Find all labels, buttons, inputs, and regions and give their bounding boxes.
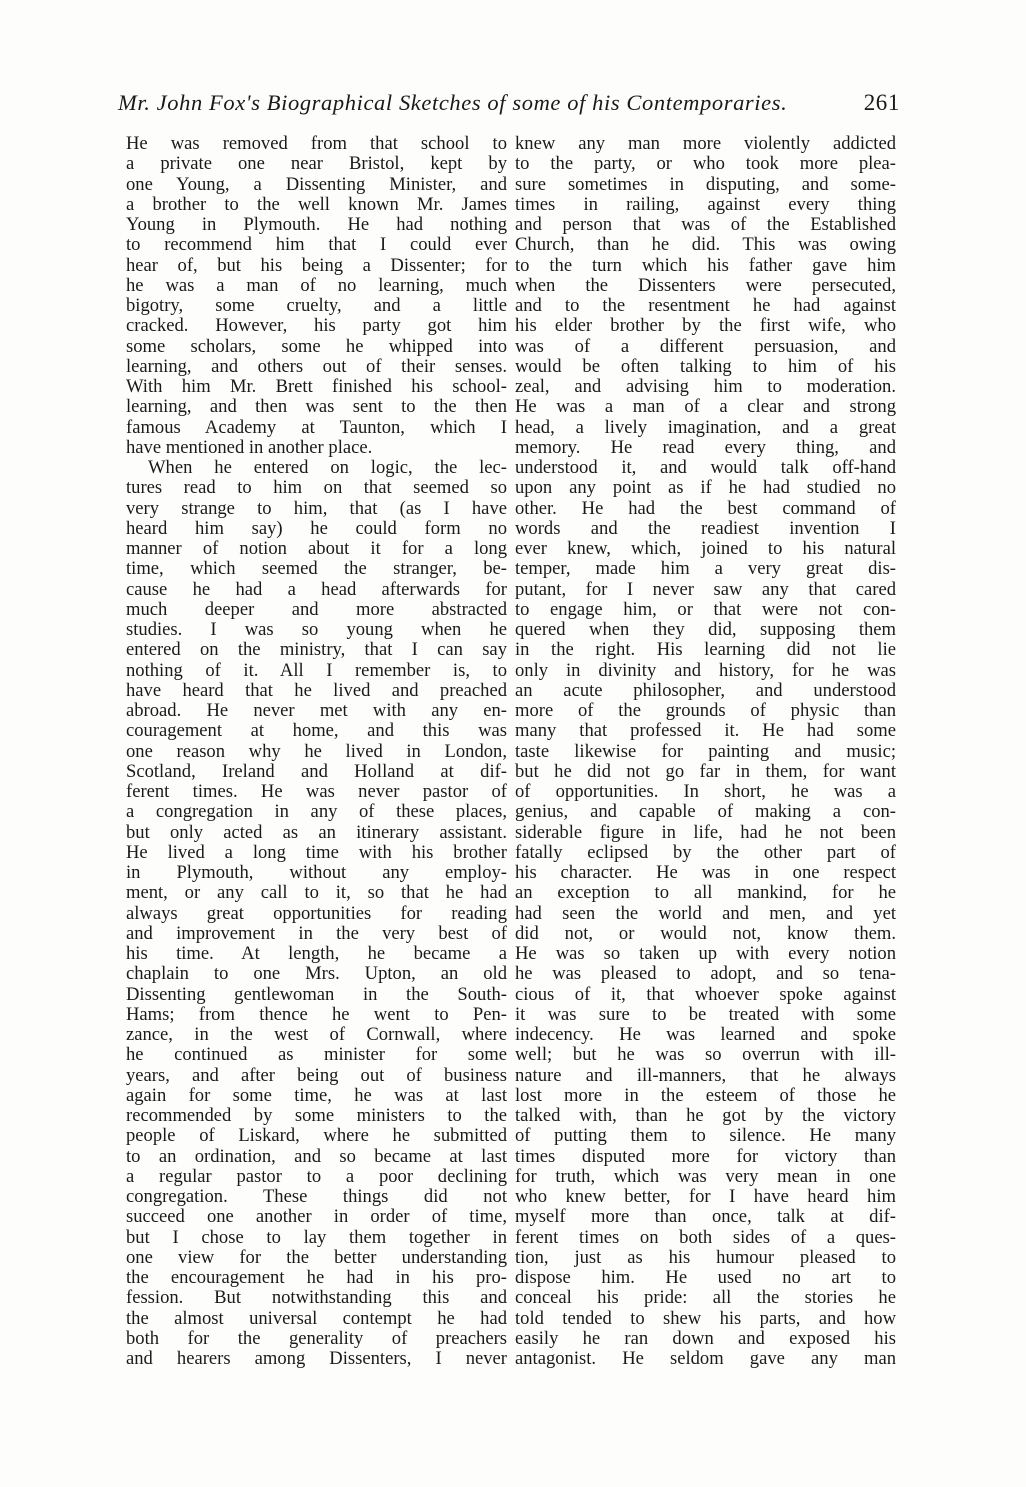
text-line: of opportunities. In short, he was a bbox=[515, 782, 896, 802]
text-line: zeal, and advising him to moderation. bbox=[515, 377, 896, 397]
text-line: learning, and then was sent to the then bbox=[126, 397, 507, 418]
text-line: myself more than once, talk at dif- bbox=[515, 1207, 896, 1228]
text-line: He was a man of a clear and strong bbox=[515, 397, 896, 418]
text-line: He was removed from that school to bbox=[126, 134, 507, 154]
text-line: cause he had a head afterwards for bbox=[126, 579, 507, 600]
text-line: who knew better, for I have heard him bbox=[515, 1187, 896, 1207]
text-line: always great opportunities for reading bbox=[126, 903, 507, 924]
text-line: tures read to him on that seemed so bbox=[126, 478, 507, 499]
text-line: couragement at home, and this was bbox=[126, 721, 507, 742]
text-line: times disputed more for victory than bbox=[515, 1146, 896, 1167]
text-line: well; but he was so overrun with ill- bbox=[515, 1045, 896, 1066]
text-line: quered when they did, supposing them bbox=[515, 620, 896, 640]
text-line: temper, made him a very great dis- bbox=[515, 559, 896, 580]
text-line: very strange to him, that (as I have bbox=[126, 498, 507, 519]
text-line: to recommend him that I could ever bbox=[126, 235, 507, 256]
text-line: tion, just as his humour pleased to bbox=[515, 1247, 896, 1268]
text-line: but he did not go far in them, for want bbox=[515, 761, 896, 782]
text-line: When he entered on logic, the lec- bbox=[148, 458, 507, 478]
text-line: one reason why he lived in London, bbox=[126, 741, 507, 762]
text-line: it was sure to be treated with some bbox=[515, 1004, 896, 1025]
text-line: to the turn which his father gave him bbox=[515, 255, 896, 276]
text-line: both for the generality of preachers bbox=[126, 1328, 507, 1349]
text-line: knew any man more violently addicted bbox=[515, 134, 896, 154]
text-line: head, a lively imagination, and a great bbox=[515, 417, 896, 438]
text-line: congregation. These things did not bbox=[126, 1187, 507, 1207]
text-line: memory. He read every thing, and bbox=[515, 437, 896, 458]
text-line: antagonist. He seldom gave any man bbox=[515, 1349, 896, 1369]
text-line: much deeper and more abstracted bbox=[126, 599, 507, 620]
text-line: and to the resentment he had against bbox=[515, 296, 896, 316]
text-line: years, and after being out of business bbox=[126, 1065, 507, 1086]
page-number: 261 bbox=[863, 90, 900, 115]
text-line: had seen the world and men, and yet bbox=[515, 903, 896, 924]
text-line: he continued as minister for some bbox=[126, 1045, 507, 1066]
text-line: understood it, and would talk off-hand bbox=[515, 458, 896, 478]
text-line: a congregation in any of these places, bbox=[126, 802, 507, 823]
text-line: ment, or any call to it, so that he had bbox=[126, 883, 507, 904]
text-line: ever knew, which, joined to his natural bbox=[515, 539, 896, 559]
text-line: siderable figure in life, had he not been bbox=[515, 822, 896, 843]
text-line: an acute philosopher, and understood bbox=[515, 680, 896, 701]
text-line: Dissenting gentlewoman in the South- bbox=[126, 984, 507, 1005]
text-line: again for some time, he was at last bbox=[126, 1085, 507, 1106]
text-line: heard him say) he could form no bbox=[126, 518, 507, 539]
running-head bbox=[118, 90, 900, 120]
text-line: recommended by some ministers to the bbox=[126, 1106, 507, 1126]
text-line: ferent times. He was never pastor of bbox=[126, 782, 507, 802]
text-line: only in divinity and history, for he was bbox=[515, 660, 896, 681]
text-line: a private one near Bristol, kept by bbox=[126, 154, 507, 175]
text-line: taste likewise for painting and music; bbox=[515, 741, 896, 762]
text-line: He was so taken up with every notion bbox=[515, 944, 896, 964]
text-line: a regular pastor to a poor declining bbox=[126, 1166, 507, 1187]
text-line: his elder brother by the first wife, who bbox=[515, 316, 896, 337]
text-line: and person that was of the Established bbox=[515, 215, 896, 235]
text-line: times in railing, against every thing bbox=[515, 194, 896, 215]
text-line: succeed one another in order of time, bbox=[126, 1207, 507, 1228]
text-line: in the right. His learning did not lie bbox=[515, 640, 896, 661]
text-line: an exception to all mankind, for he bbox=[515, 883, 896, 904]
text-line: for truth, which was very mean in one bbox=[515, 1166, 896, 1187]
text-line: nothing of it. All I remember is, to bbox=[126, 660, 507, 681]
text-line: Young in Plymouth. He had nothing bbox=[126, 215, 507, 235]
text-line: of putting them to silence. He many bbox=[515, 1126, 896, 1147]
text-line: people of Liskard, where he submitted bbox=[126, 1126, 507, 1147]
text-line: abroad. He never met with any en- bbox=[126, 701, 507, 721]
text-line: dispose him. He used no art to bbox=[515, 1268, 896, 1288]
text-line: the encouragement he had in his pro- bbox=[126, 1268, 507, 1288]
text-line: words and the readiest invention I bbox=[515, 518, 896, 539]
text-line: Hams; from thence he went to Pen- bbox=[126, 1004, 507, 1025]
text-line: would be often talking to him of his bbox=[515, 356, 896, 377]
text-line: and improvement in the very best of bbox=[126, 923, 507, 944]
text-line: conceal his pride: all the stories he bbox=[515, 1288, 896, 1309]
text-line: nature and ill-manners, that he always bbox=[515, 1065, 896, 1086]
text-line: With him Mr. Brett finished his school- bbox=[126, 377, 507, 397]
running-head-title: Mr. John Fox's Biographical Sketches of some of his Contemporaries. bbox=[118, 90, 788, 115]
text-line: to the party, or who took more plea- bbox=[515, 154, 896, 175]
text-line: famous Academy at Taunton, which I bbox=[126, 417, 507, 438]
text-line: he was a man of no learning, much bbox=[126, 275, 507, 296]
text-line: cious of it, that whoever spoke against bbox=[515, 984, 896, 1005]
text-line: putant, for I never saw any that cared bbox=[515, 579, 896, 600]
text-line: other. He had the best command of bbox=[515, 498, 896, 519]
text-line: some scholars, some he whipped into bbox=[126, 336, 507, 357]
text-line: in Plymouth, without any employ- bbox=[126, 863, 507, 883]
text-line: ferent times on both sides of a ques- bbox=[515, 1227, 896, 1248]
text-line: was of a different persuasion, and bbox=[515, 336, 896, 357]
text-line: fession. But notwithstanding this and bbox=[126, 1288, 507, 1309]
text-line: he was pleased to adopt, and so tena- bbox=[515, 964, 896, 985]
text-line: hear of, but his being a Dissenter; for bbox=[126, 255, 507, 276]
text-line: his character. He was in one respect bbox=[515, 863, 896, 883]
text-line: lost more in the esteem of those he bbox=[515, 1085, 896, 1106]
left-text-column bbox=[126, 134, 507, 1369]
text-line: and hearers among Dissenters, I never bbox=[126, 1349, 507, 1369]
text-line: indecency. He was learned and spoke bbox=[515, 1025, 896, 1045]
text-line: when the Dissenters were persecuted, bbox=[515, 275, 896, 296]
text-line: Scotland, Ireland and Holland at dif- bbox=[126, 761, 507, 782]
text-line: cracked. However, his party got him bbox=[126, 316, 507, 337]
text-line: did not, or would not, know them. bbox=[515, 923, 896, 944]
text-line: the almost universal contempt he had bbox=[126, 1308, 507, 1329]
text-line: have heard that he lived and preached bbox=[126, 680, 507, 701]
text-line: more of the grounds of physic than bbox=[515, 701, 896, 721]
text-line: He lived a long time with his brother bbox=[126, 842, 507, 863]
text-line: but only acted as an itinerary assistant. bbox=[126, 822, 507, 843]
text-line: sure sometimes in disputing, and some- bbox=[515, 174, 896, 195]
text-line: easily he ran down and exposed his bbox=[515, 1328, 896, 1349]
text-line: told tended to shew his parts, and how bbox=[515, 1308, 896, 1329]
text-line: bigotry, some cruelty, and a little bbox=[126, 296, 507, 316]
text-line: manner of notion about it for a long bbox=[126, 539, 507, 559]
text-line: learning, and others out of their senses. bbox=[126, 356, 507, 377]
text-line: fatally eclipsed by the other part of bbox=[515, 842, 896, 863]
text-line: zance, in the west of Cornwall, where bbox=[126, 1025, 507, 1045]
right-text-column bbox=[515, 134, 896, 1369]
text-line: one view for the better understanding bbox=[126, 1247, 507, 1268]
text-line: have mentioned in another place. bbox=[126, 437, 373, 458]
text-line: Church, than he did. This was owing bbox=[515, 235, 896, 256]
text-line: genius, and capable of making a con- bbox=[515, 802, 896, 823]
text-line: upon any point as if he had studied no bbox=[515, 478, 896, 499]
text-line: to an ordination, and so became at last bbox=[126, 1146, 507, 1167]
text-line: to engage him, or that were not con- bbox=[515, 599, 896, 620]
text-line: one Young, a Dissenting Minister, and bbox=[126, 174, 507, 195]
text-line: many that professed it. He had some bbox=[515, 721, 896, 742]
text-line: talked with, than he got by the victory bbox=[515, 1106, 896, 1126]
text-line: time, which seemed the stranger, be- bbox=[126, 559, 507, 580]
text-line: chaplain to one Mrs. Upton, an old bbox=[126, 964, 507, 985]
text-line: his time. At length, he became a bbox=[126, 944, 507, 964]
text-line: a brother to the well known Mr. James bbox=[126, 194, 507, 215]
text-line: entered on the ministry, that I can say bbox=[126, 640, 507, 661]
text-line: studies. I was so young when he bbox=[126, 620, 507, 640]
text-line: but I chose to lay them together in bbox=[126, 1227, 507, 1248]
